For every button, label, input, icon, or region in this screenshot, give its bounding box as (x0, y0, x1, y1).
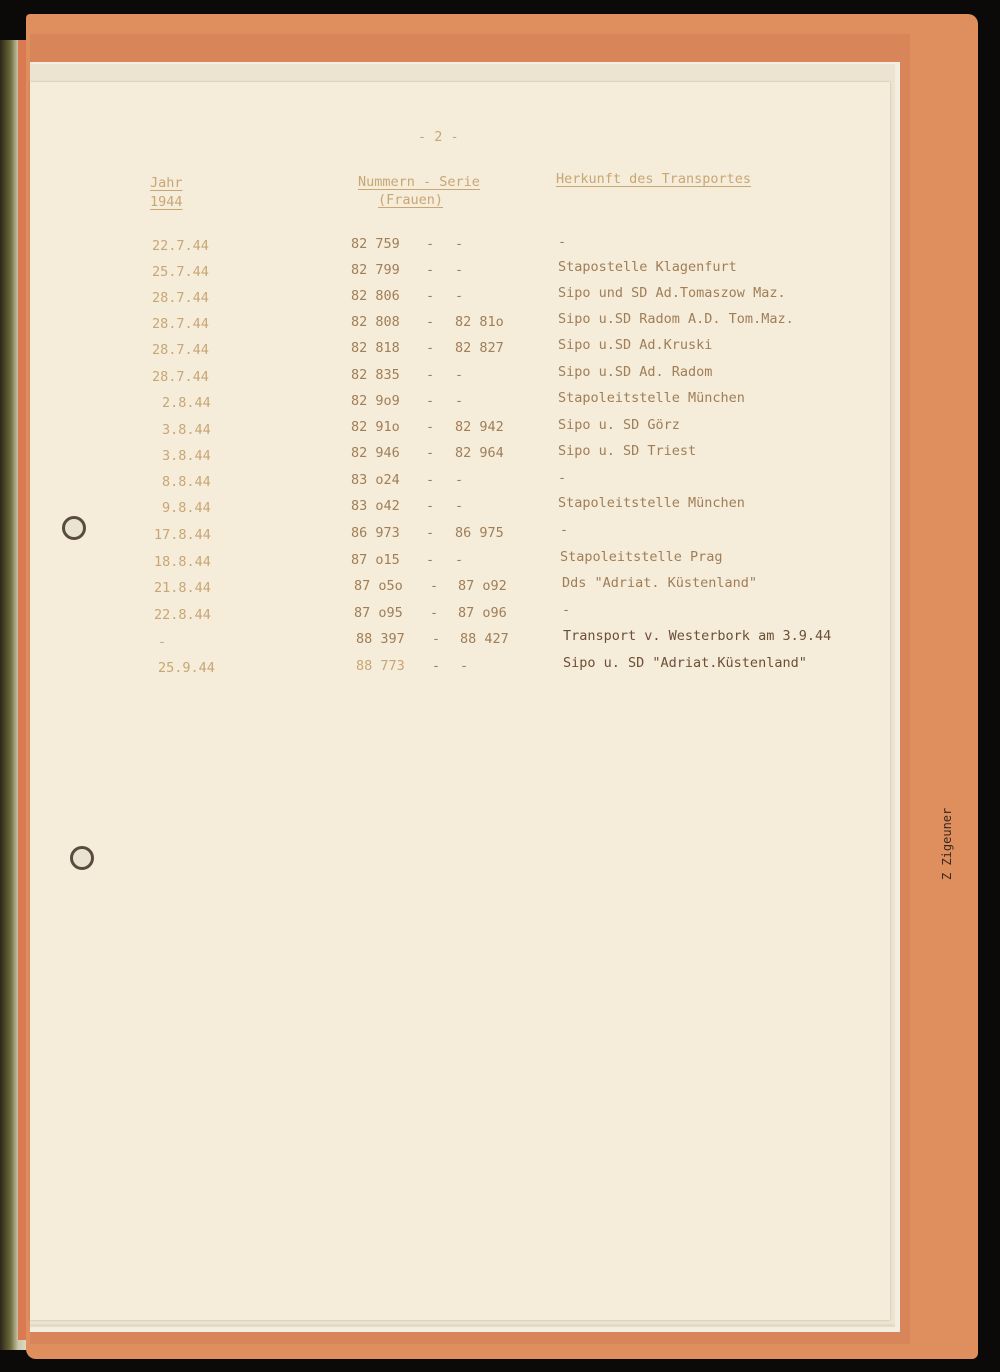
row-dash: - (426, 472, 435, 488)
row-date: 25.9.44 (158, 660, 215, 676)
row-origin: Stapoleitstelle München (558, 495, 745, 511)
row-number-to: - (455, 552, 464, 568)
row-number-to: 87 o96 (458, 605, 507, 621)
header-number-series: Nummern - Serie (358, 174, 480, 190)
row-number-from: 83 o42 (351, 498, 400, 514)
row-number-to: - (455, 472, 464, 488)
row-origin: Sipo u. SD Triest (558, 443, 697, 459)
row-dash: - (430, 578, 439, 594)
row-dash: - (426, 419, 435, 435)
row-number-from: 82 799 (351, 262, 400, 278)
row-date: 21.8.44 (154, 580, 211, 596)
row-date: 17.8.44 (154, 527, 211, 543)
row-number-from: 82 808 (351, 314, 400, 330)
row-date: 9.8.44 (162, 500, 211, 516)
row-dash: - (426, 314, 435, 330)
row-origin: Sipo u. SD Görz (558, 417, 680, 433)
row-number-from: 88 773 (356, 658, 405, 674)
punch-hole-upper (62, 516, 86, 540)
row-date: 2.8.44 (162, 395, 211, 411)
row-origin: Sipo u.SD Radom A.D. Tom.Maz. (558, 311, 794, 327)
row-number-from: 86 973 (351, 525, 400, 541)
header-year: Jahr (150, 175, 183, 191)
row-origin: Stapostelle Klagenfurt (558, 259, 737, 275)
punch-hole-lower (70, 846, 94, 870)
row-dash: - (426, 236, 435, 252)
row-number-from: 83 o24 (351, 472, 400, 488)
row-number-to: 88 427 (460, 631, 509, 647)
row-dash: - (430, 605, 439, 621)
row-dash: - (426, 288, 435, 304)
row-date: 28.7.44 (152, 342, 209, 358)
row-number-to: 86 975 (455, 525, 504, 541)
row-number-from: 82 759 (351, 236, 400, 252)
row-date: 25.7.44 (152, 264, 209, 280)
row-number-to: 82 81o (455, 314, 504, 330)
row-number-from: 82 818 (351, 340, 400, 356)
row-number-from: 88 397 (356, 631, 405, 647)
row-origin: Sipo u.SD Ad.Kruski (558, 337, 713, 353)
row-number-from: 87 o95 (354, 605, 403, 621)
folder-side-label: Z Zigeuner (940, 807, 954, 880)
row-origin: - (558, 470, 567, 486)
header-year-value: 1944 (150, 194, 183, 210)
row-number-to: - (455, 236, 464, 252)
row-origin: Stapoleitstelle München (558, 390, 745, 406)
row-origin: - (560, 522, 569, 538)
row-origin: Sipo u. SD "Adriat.Küstenland" (563, 655, 807, 671)
header-women: (Frauen) (378, 192, 444, 208)
row-number-from: 87 o15 (351, 552, 400, 568)
row-dash: - (432, 631, 441, 647)
row-number-from: 82 9o9 (351, 393, 400, 409)
row-origin: Sipo und SD Ad.Tomaszow Maz. (558, 285, 786, 301)
row-dash: - (426, 498, 435, 514)
row-date: - (158, 634, 167, 650)
row-number-to: - (455, 288, 464, 304)
row-number-to: 87 o92 (458, 578, 507, 594)
row-number-to: - (455, 498, 464, 514)
row-origin: Stapoleitstelle Prag (560, 549, 723, 565)
row-dash: - (426, 367, 435, 383)
row-date: 22.8.44 (154, 607, 211, 623)
row-number-from: 82 835 (351, 367, 400, 383)
page-number: - 2 - (418, 129, 459, 145)
row-dash: - (432, 658, 441, 674)
row-date: 18.8.44 (154, 554, 211, 570)
row-date: 3.8.44 (162, 448, 211, 464)
row-date: 3.8.44 (162, 422, 211, 438)
row-origin: Sipo u.SD Ad. Radom (558, 364, 713, 380)
row-origin: - (558, 234, 567, 250)
row-dash: - (426, 262, 435, 278)
row-number-to: 82 964 (455, 445, 504, 461)
row-date: 28.7.44 (152, 369, 209, 385)
row-number-to: - (460, 658, 469, 674)
row-dash: - (426, 340, 435, 356)
row-date: 8.8.44 (162, 474, 211, 490)
row-dash: - (426, 525, 435, 541)
row-number-to: 82 942 (455, 419, 504, 435)
row-number-to: - (455, 367, 464, 383)
row-number-to: 82 827 (455, 340, 504, 356)
row-date: 28.7.44 (152, 290, 209, 306)
row-number-from: 82 91o (351, 419, 400, 435)
row-number-from: 82 806 (351, 288, 400, 304)
row-dash: - (426, 552, 435, 568)
row-number-from: 82 946 (351, 445, 400, 461)
row-date: 28.7.44 (152, 316, 209, 332)
row-date: 22.7.44 (152, 238, 209, 254)
row-dash: - (426, 393, 435, 409)
row-number-to: - (455, 262, 464, 278)
row-dash: - (426, 445, 435, 461)
header-origin: Herkunft des Transportes (556, 171, 752, 187)
row-number-from: 87 o5o (354, 578, 403, 594)
row-origin: Dds "Adriat. Küstenland" (562, 575, 758, 591)
row-origin: Transport v. Westerbork am 3.9.44 (563, 628, 832, 644)
row-origin: - (562, 602, 571, 618)
row-number-to: - (455, 393, 464, 409)
